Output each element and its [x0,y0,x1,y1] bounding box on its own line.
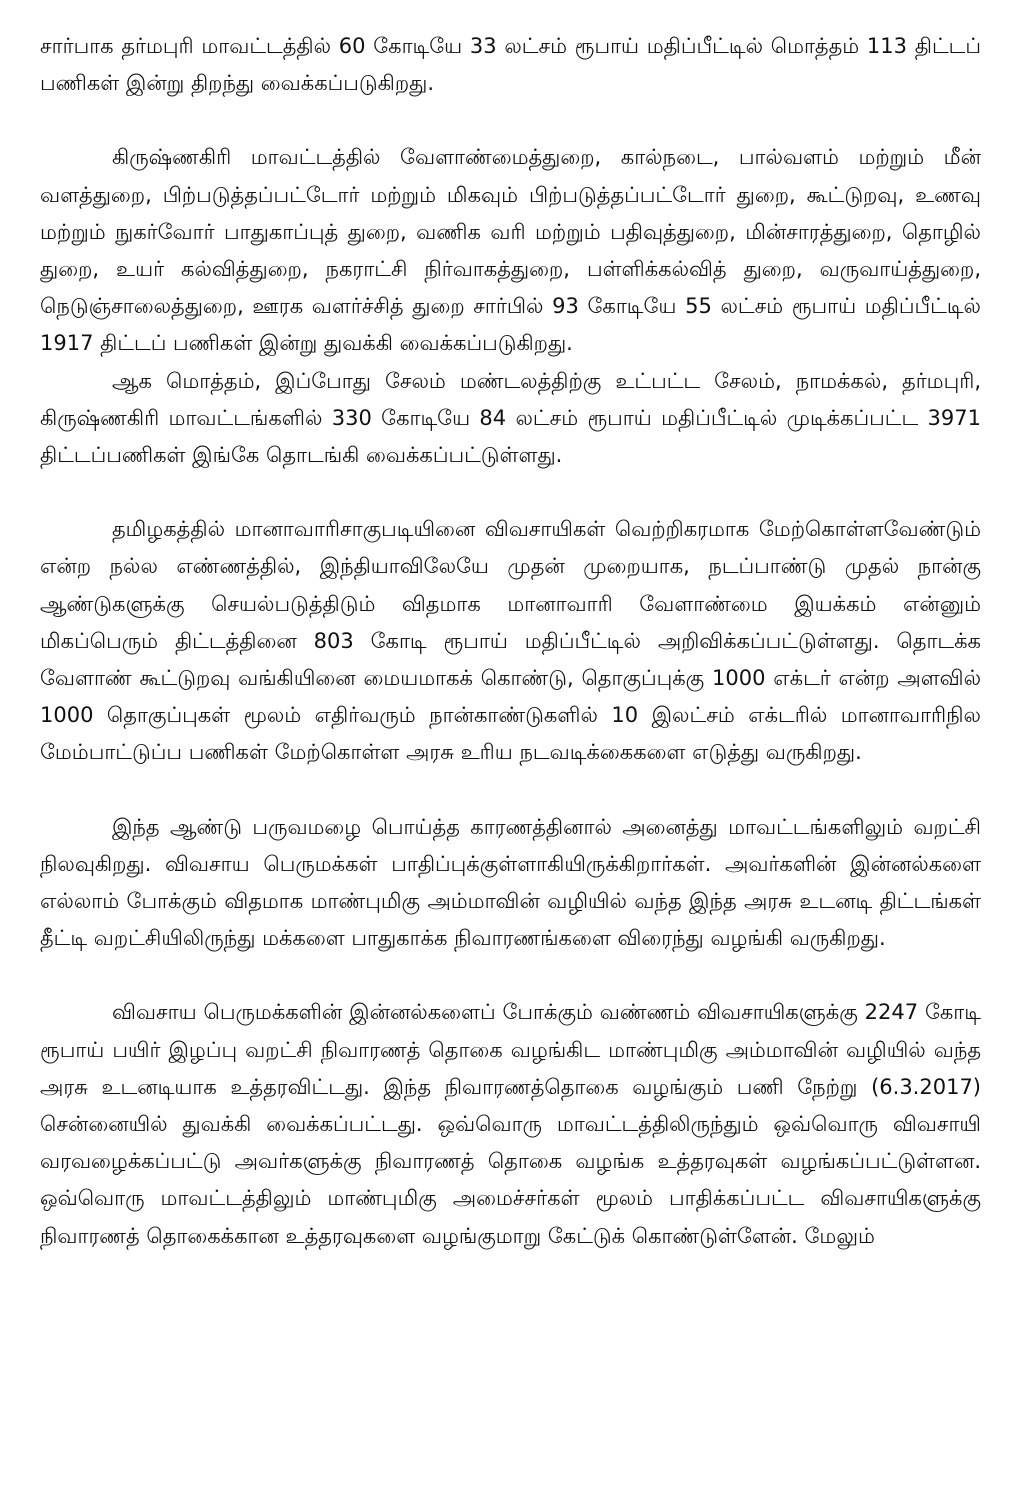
document-page [40,28,981,1255]
paragraph-dharmapuri-summary: சார்பாக தர்மபுரி மாவட்டத்தில் 60 கோடியே 33 லட்சம் ரூபாய் மதிப்பீட்டில் மொத்தம் 113 திட்டப் பணிகள் இன்று திறந்து வைக்கப்படுகிறது. [40,34,981,96]
paragraph-spacer [40,772,981,809]
paragraph-rainfed-mission: தமிழகத்தில் மானாவாரிசாகுபடியினை விவசாயிகள் வெற்றிகரமாக மேற்கொள்ளவேண்டும் என்ற நல்ல எண்ணத்தில், இந்தியாவிலேயே முதன் முறையாக, நடப்பாண்டு முதல் நான்கு ஆண்டுகளுக்கு செயல்படுத்திடும் விதமாக மானாவாரி வேளாண்மை இயக்கம் என்னும் மிகப்பெரும் திட்டத்தினை 803 கோடி ரூபாய் மதிப்பீட்டில் அறிவிக்கப்பட்டுள்ளது. தொடக்க வேளாண் கூட்டுறவு வங்கியினை மையமாகக் கொண்டு, தொகுப்புக்கு 1000 எக்டர் என்ற அளவில் 1000 தொகுப்புகள் மூலம் எதிர்வரும் நான்காண்டுகளில் 10 இலட்சம் எக்டரில் மானாவாரிநில மேம்பாட்டுப்ப பணிகள் மேற்கொள்ள அரசு உரிய நடவடிக்கைகளை எடுத்து வருகிறது. [40,517,981,765]
paragraph-krishnagiri-works: கிருஷ்ணகிரி மாவட்டத்தில் வேளாண்மைத்துறை, கால்நடை, பால்வளம் மற்றும் மீன் வளத்துறை, பிற்படுத்தப்பட்டோர் மற்றும் மிகவும் பிற்படுத்தப்பட்டோர் துறை, கூட்டுறவு, உணவு மற்றும் நுகர்வோர் பாதுகாப்புத் துறை, வணிக வரி மற்றும் பதிவுத்துறை, மின்சாரத்துறை, தொழில் துறை, உயர் கல்வித்துறை, நகராட்சி நிர்வாகத்துறை, பள்ளிக்கல்வித் துறை, வருவாய்த்துறை, நெடுஞ்சாலைத்துறை, ஊரக வளர்ச்சித் துறை சார்பில் 93 கோடியே 55 லட்சம் ரூபாய் மதிப்பீட்டில் 1917 திட்டப் பணிகள் இன்று துவக்கி வைக்கப்படுகிறது. [40,145,981,356]
paragraph-spacer [40,474,981,511]
paragraph-spacer [40,102,981,139]
paragraph-spacer [40,957,981,994]
paragraph-salem-region-total: ஆக மொத்தம், இப்போது சேலம் மண்டலத்திற்கு உட்பட்ட சேலம், நாமக்கல், தர்மபுரி, கிருஷ்ணகிரி மாவட்டங்களில் 330 கோடியே 84 லட்சம் ரூபாய் மதிப்பீட்டில் முடிக்கப்பட்ட 3971 திட்டப்பணிகள் இங்கே தொடங்கி வைக்கப்பட்டுள்ளது. [40,368,982,468]
paragraph-drought: இந்த ஆண்டு பருவமழை பொய்த்த காரணத்தினால் அனைத்து மாவட்டங்களிலும் வறட்சி நிலவுகிறது. விவசாய பெருமக்கள் பாதிப்புக்குள்ளாகியிருக்கிறார்கள். அவர்களின் இன்னல்களை எல்லாம் போக்கும் விதமாக மாண்புமிகு அம்மாவின் வழியில் வந்த இந்த அரசு உடனடி திட்டங்கள் தீட்டி வறட்சியிலிருந்து மக்களை பாதுகாக்க நிவாரணங்களை விரைந்து வழங்கி வருகிறது. [40,814,981,951]
paragraph-relief-fund: விவசாய பெருமக்களின் இன்னல்களைப் போக்கும் வண்ணம் விவசாயிகளுக்கு 2247 கோடி ரூபாய் பயிர் இழப்பு வறட்சி நிவாரணத் தொகை வழங்கிட மாண்புமிகு அம்மாவின் வழியில் வந்த அரசு உடனடியாக உத்தரவிட்டது. இந்த நிவாரணத்தொகை வழங்கும் பணி நேற்று (6.3.2017) சென்னையில் துவக்கி வைக்கப்பட்டது. ஒவ்வொரு மாவட்டத்திலிருந்தும் ஒவ்வொரு விவசாயி வரவழைக்கப்பட்டு அவர்களுக்கு நிவாரணத் தொகை வழங்க உத்தரவுகள் வழங்கப்பட்டுள்ளன. ஒவ்வொரு மாவட்டத்திலும் மாண்புமிகு அமைச்சர்கள் மூலம் பாதிக்கப்பட்ட விவசாயிகளுக்கு நிவாரணத் தொகைக்கான உத்தரவுகளை வழங்குமாறு கேட்டுக் கொண்டுள்ளேன். மேலும் [40,1000,981,1248]
